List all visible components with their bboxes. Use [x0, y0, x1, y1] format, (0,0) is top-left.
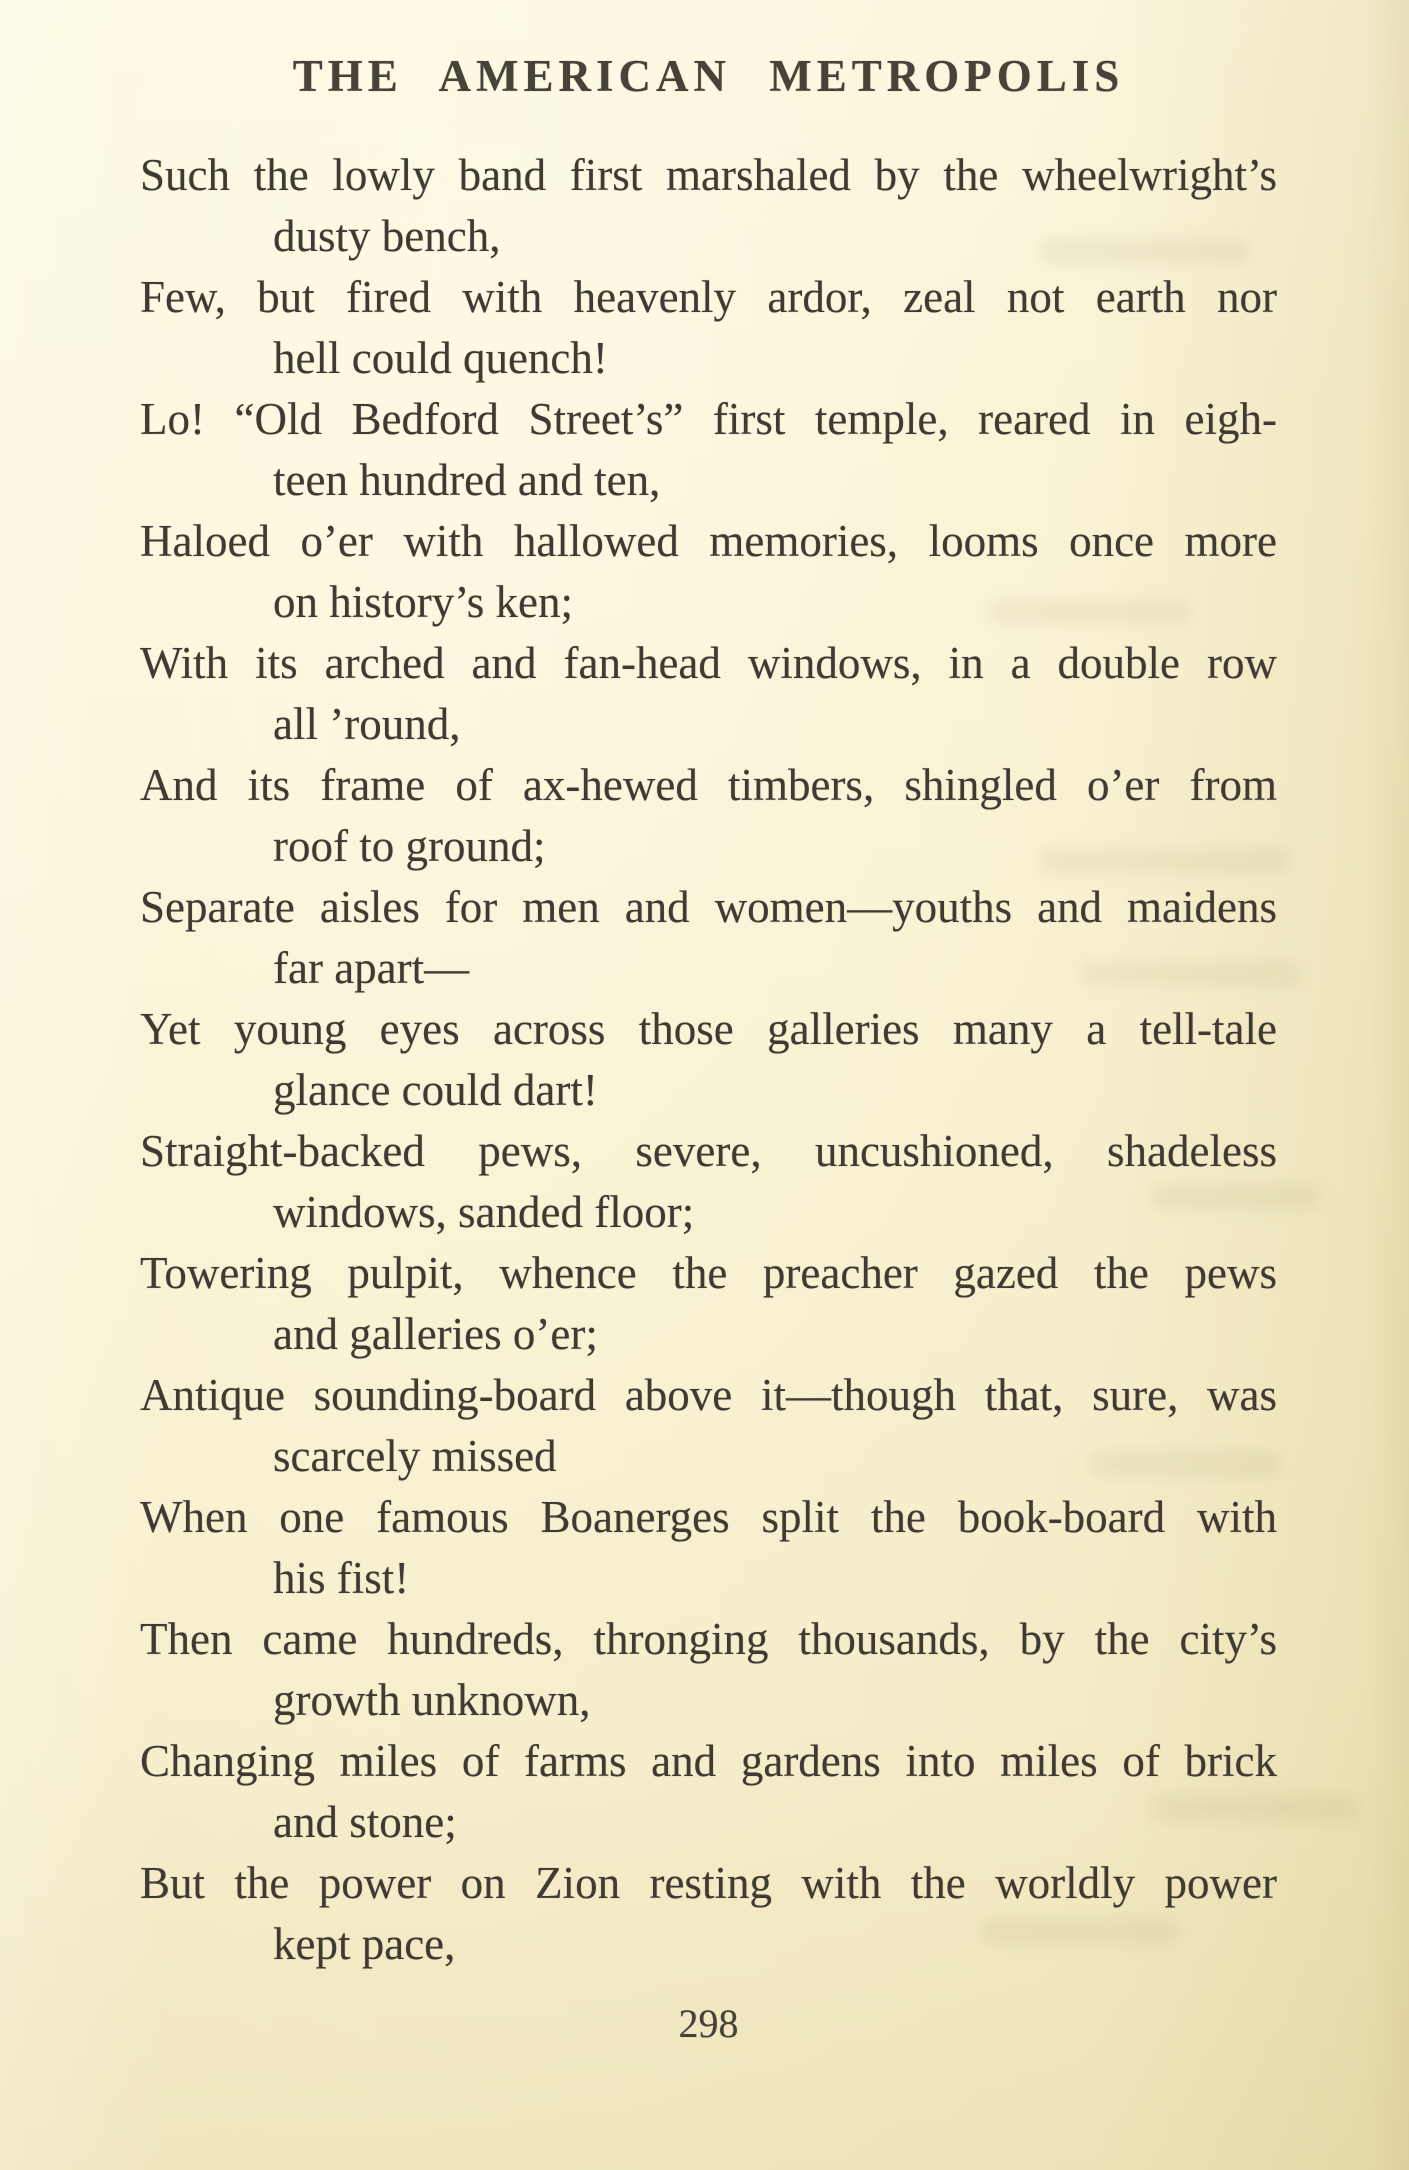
verse-runover: growth unknown, — [273, 1675, 591, 1725]
verse-line: Towering pulpit, whence the preacher gazed the pews — [140, 1248, 1277, 1298]
verse-runover: and galleries o’er; — [273, 1309, 598, 1359]
verse-runover: glance could dart! — [273, 1065, 598, 1115]
verse-runover: roof to ground; — [273, 821, 546, 871]
verse-line: But the power on Zion resting with the worldly power — [140, 1858, 1277, 1908]
verse-line: Yet young eyes across those galleries many a tell-tale — [140, 1004, 1277, 1054]
page-number: 298 — [678, 2001, 739, 2046]
verse-runover: teen hundred and ten, — [273, 455, 661, 505]
verse-runover: windows, sanded floor; — [273, 1187, 695, 1237]
verse-runover: far apart— — [273, 943, 470, 993]
verse-runover: and stone; — [273, 1797, 457, 1847]
verse-runover: his fist! — [273, 1553, 410, 1603]
verse-line: Separate aisles for men and women—youths and maidens — [140, 882, 1277, 932]
verse-line: With its arched and fan-head windows, in a double row — [140, 638, 1277, 688]
verse-runover: scarcely missed — [273, 1431, 557, 1481]
poem-text — [140, 145, 1277, 1975]
verse-line: Then came hundreds, thronging thousands, by the city’s — [140, 1614, 1277, 1664]
verse-runover: kept pace, — [273, 1919, 456, 1969]
verse-runover: all ’round, — [273, 699, 461, 749]
verse-line: Few, but fired with heavenly ardor, zeal not earth nor — [140, 272, 1277, 322]
verse-line: Straight-backed pews, severe, uncushioned, shadeless — [140, 1126, 1277, 1176]
verse-line: And its frame of ax-hewed timbers, shingled o’er from — [140, 760, 1277, 810]
verse-runover: hell could quench! — [273, 333, 608, 383]
verse-runover: dusty bench, — [273, 211, 501, 261]
page-header: THE AMERICAN METROPOLIS — [292, 51, 1125, 101]
verse-line: When one famous Boanerges split the book-board with — [140, 1492, 1277, 1542]
verse-line: Changing miles of farms and gardens into miles of brick — [140, 1736, 1277, 1786]
verse-line: Such the lowly band first marshaled by the wheelwright’s — [140, 150, 1277, 200]
verse-runover: on history’s ken; — [273, 577, 573, 627]
verse-line: Lo! “Old Bedford Street’s” first temple, reared in eigh- — [140, 394, 1277, 444]
verse-line: Antique sounding-board above it—though that, sure, was — [140, 1370, 1277, 1420]
verse-line: Haloed o’er with hallowed memories, looms once more — [140, 516, 1277, 566]
